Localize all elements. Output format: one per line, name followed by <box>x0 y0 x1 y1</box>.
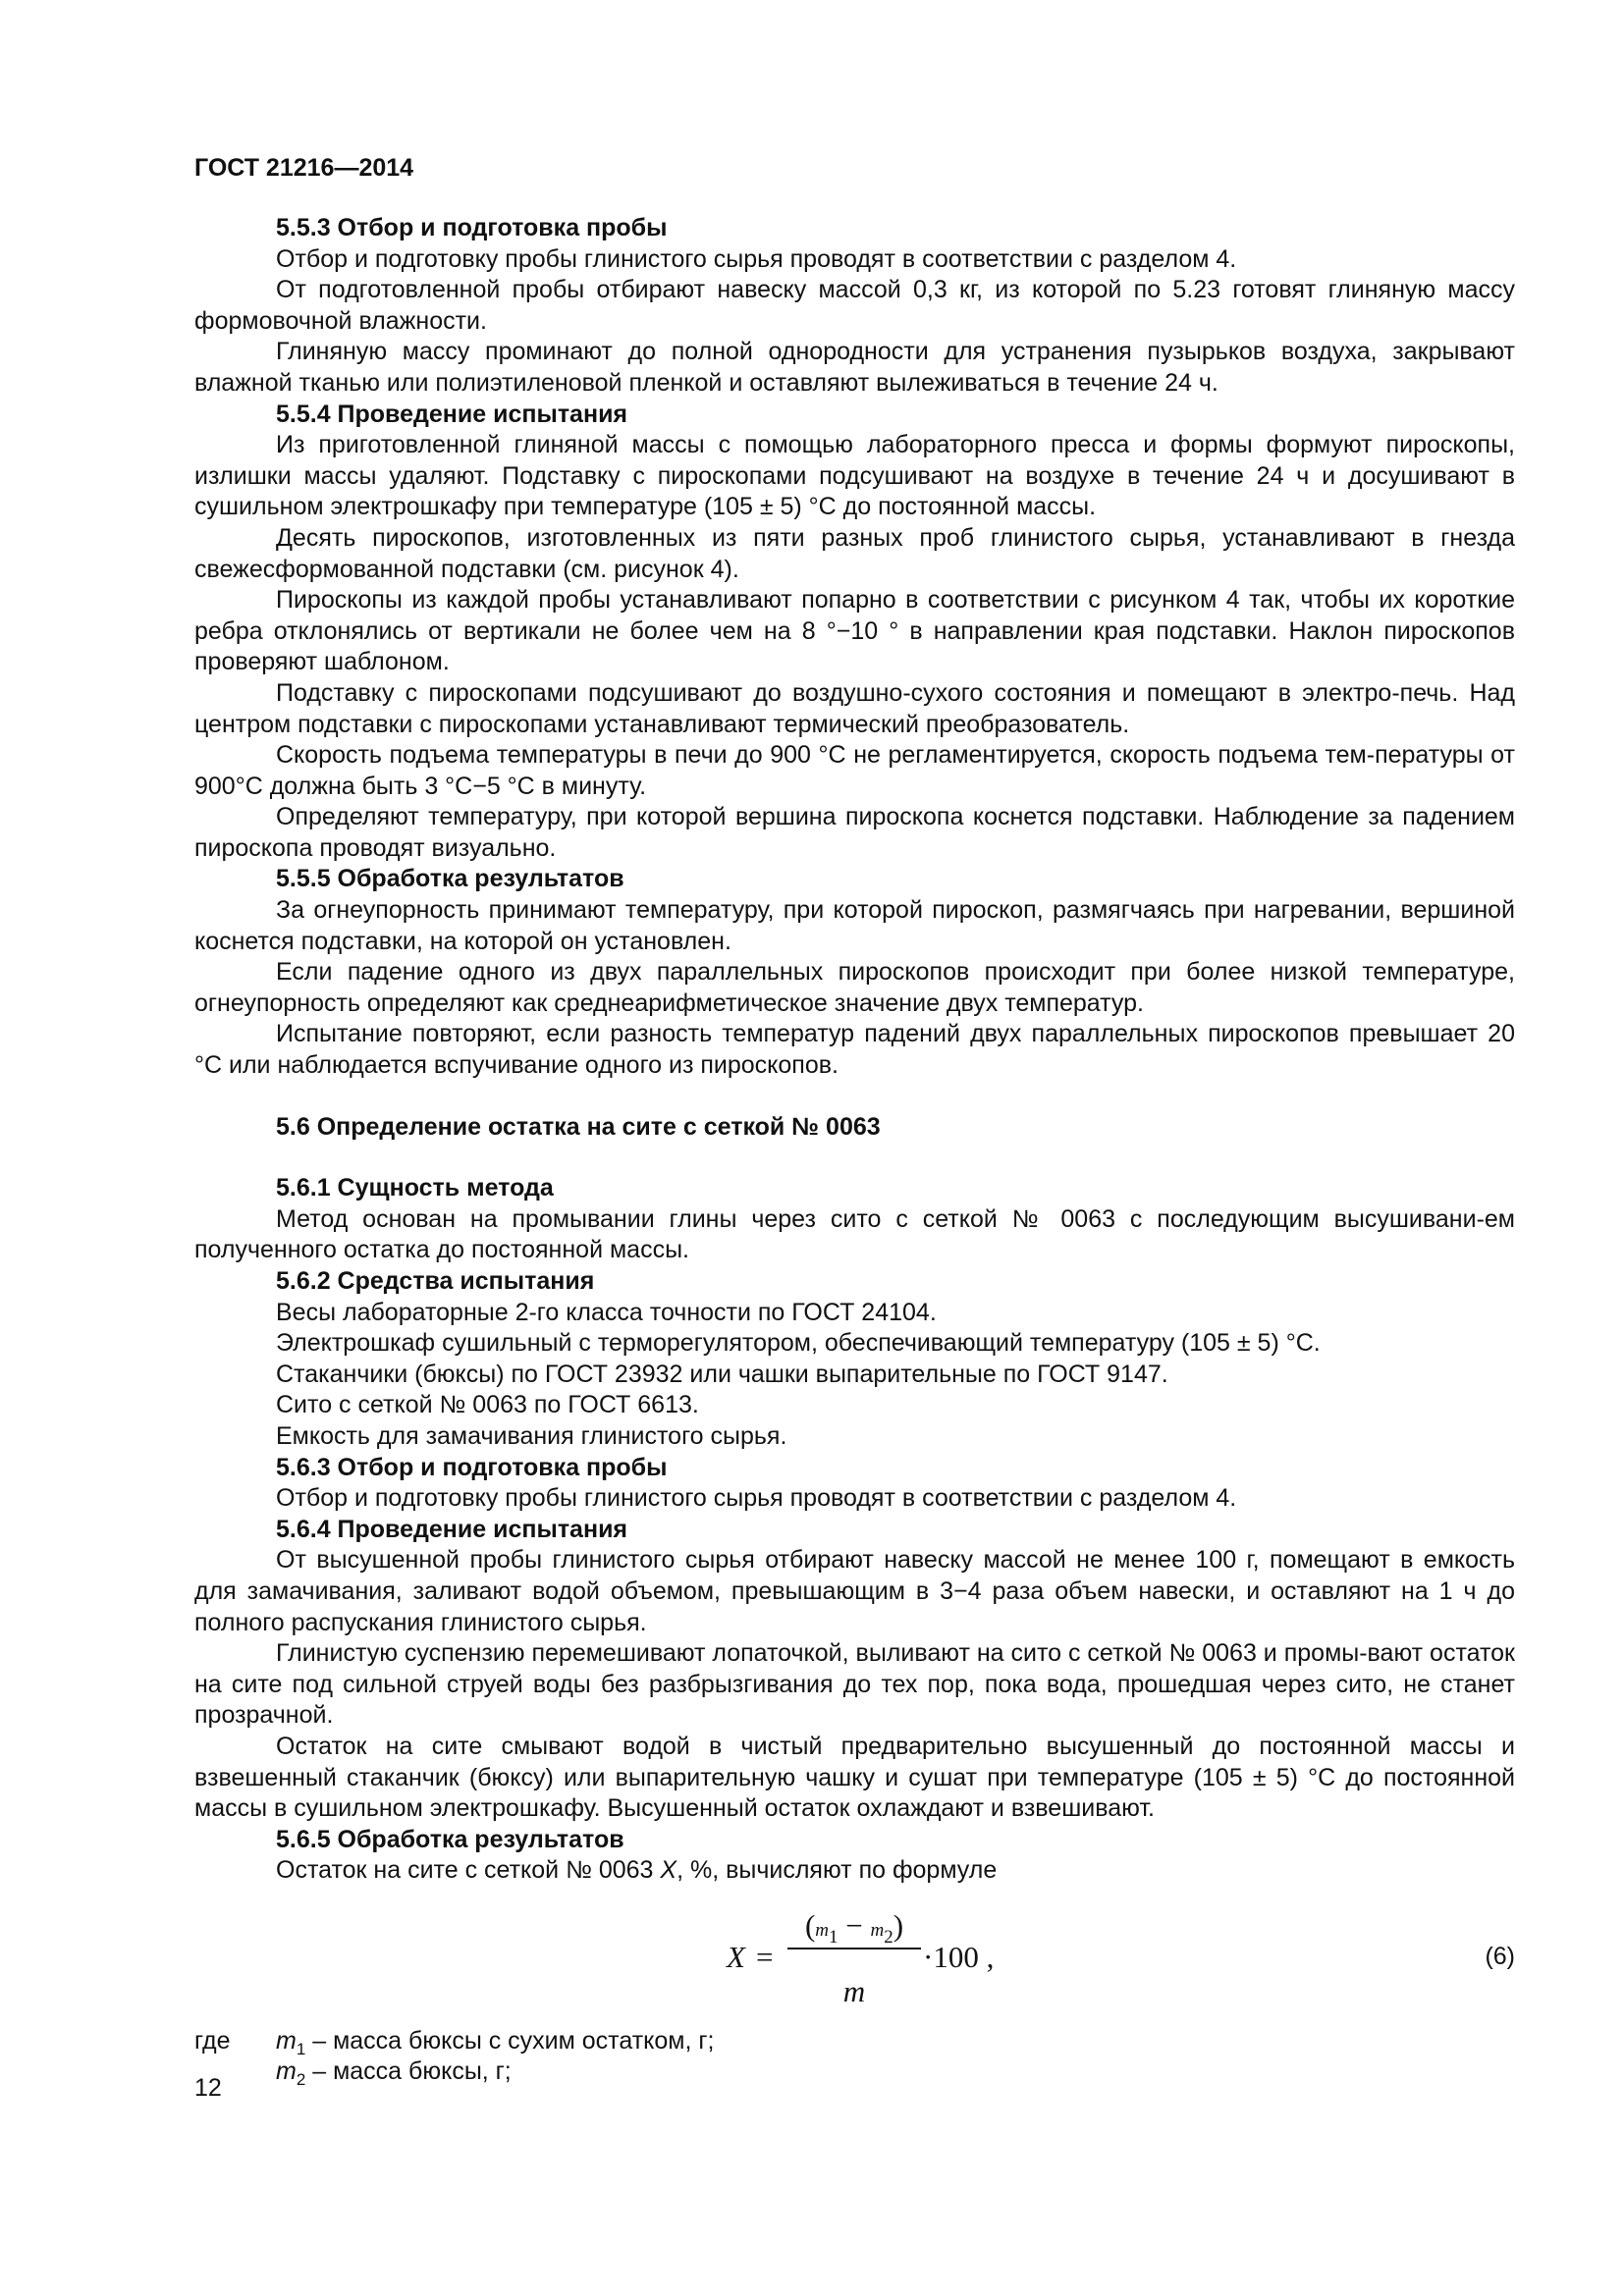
where-row <box>194 2056 1515 2088</box>
paragraph: Остаток на сите смывают водой в чистый предварительно высушенный до постоянной массы и взвешенный стаканчик (бюксу) или выпарительную чашку и сушат при температуре (105 ± 5) °С до постоянной массы в сушильном электрошкафу. Высушенный остаток охлаждают и взвешивают. <box>194 1732 1515 1823</box>
sub-1: 1 <box>829 1927 839 1949</box>
where-var: m <box>276 2026 297 2055</box>
paragraph: Из приготовленной глиняной массы с помощью лабораторного пресса и формы формуют пироскопы, излишки массы удаляют. Подставку с пироскопами подсушивают на воздухе в течение 24 ч и досушивают в сушильном электрошкафу при температуре (105 ± 5) °С до постоянной массы. <box>194 431 1515 521</box>
equipment-item: Электрошкаф сушильный с терморегулятором, обеспечивающий температуру (105 ± 5) °С. <box>276 1329 1321 1358</box>
standard-designation: ГОСТ 21216—2014 <box>194 154 414 182</box>
var-m1: m <box>815 1919 829 1941</box>
where-var: m <box>276 2057 297 2086</box>
spacer <box>194 1887 1515 1898</box>
paragraph: Скорость подъема температуры в печи до 900 °С не регламентируется, скорость подъема тем-пературы от 900°С должна быть 3 °С−5 °С в минуту. <box>194 741 1515 800</box>
heading-5-5-4: 5.5.4 Проведение испытания <box>276 400 628 428</box>
formula-equals: = <box>756 1939 774 1974</box>
formula-intro <box>194 1855 1515 1887</box>
formula-number: (6) <box>1485 1942 1515 1970</box>
fraction-bar <box>787 1948 921 1949</box>
paragraph: Глиняную массу проминают до полной однородности для устранения пузырьков воздуха, закрывают влажной тканью или полиэтиленовой пленкой и оставляют вылеживаться в течение 24 ч. <box>194 338 1515 397</box>
equipment-item: Сито с сеткой № 0063 по ГОСТ 6613. <box>276 1391 699 1419</box>
where-desc: – масса бюксы, г; <box>305 2057 512 2086</box>
heading-5-6-2: 5.6.2 Средства испытания <box>276 1267 595 1295</box>
paragraph: Определяют температуру, при которой вершина пироскопа коснется подставки. Наблюдение за падением пироскопа проводят визуально. <box>194 803 1515 862</box>
equipment-item: Емкость для замачивания глинистого сырья. <box>276 1421 787 1450</box>
where-row <box>194 2026 1515 2057</box>
formula-lhs: X <box>727 1939 745 1974</box>
paragraph: Глинистую суспензию перемешивают лопаточкой, выливают на сито с сеткой № 0063 и промы-вают остаток на сите под сильной струей воды без разбрызгивания до тех пор, пока вода, прошедшая через сито, не станет прозрачной. <box>194 1639 1515 1730</box>
sub-2: 2 <box>884 1927 893 1949</box>
spacer <box>194 1082 1515 1112</box>
paragraph: Десять пироскопов, изготовленных из пяти разных проб глинистого сырья, устанавливают в гнезда свежесформованной подставки (см. рисунок 4). <box>194 523 1515 583</box>
formula-intro-tail: , %, вычисляют по формуле <box>677 1856 998 1885</box>
heading-5-6-4: 5.6.4 Проведение испытания <box>276 1515 628 1543</box>
paragraph: Испытание повторяют, если разность температур падений двух параллельных пироскопов превышает 20 °С или наблюдается вспучивание одного из пироскопов. <box>194 1020 1515 1080</box>
where-sub: 1 <box>296 2039 306 2058</box>
paragraph: Пироскопы из каждой пробы устанавливают попарно в соответствии с рисунком 4 так, чтобы их короткие ребра отклонялись от вертикали не более чем на 8 °−10 ° в направлении края подставки. Наклон пироскопов проверяют шаблоном. <box>194 586 1515 676</box>
paragraph: Если падение одного из двух параллельных пироскопов происходит при более низкой температуре, огнеупорность определяют как среднеарифметическое значение двух температур. <box>194 958 1515 1017</box>
paren-open: ( <box>804 1907 816 1943</box>
heading-5-6: 5.6 Определение остатка на сите с сеткой № 0063 <box>276 1112 881 1141</box>
equipment-item: Весы лабораторные 2-го класса точности по ГОСТ 24104. <box>276 1298 937 1326</box>
where-desc: – масса бюксы с сухим остатком, г; <box>305 2026 715 2055</box>
paragraph: От высушенной пробы глинистого сырья отбирают навеску массой не менее 100 г, помещают в емкость для замачивания, заливают водой объемом, превышающим в 3−4 раза объем навески, и оставляют на 1 ч до полного распускания глинистого сырья. <box>194 1546 1515 1636</box>
heading-5-6-5: 5.6.5 Обработка результатов <box>276 1825 624 1853</box>
formula-denominator: m <box>842 1973 866 2008</box>
formula-intro-text: Остаток на сите с сеткой № 0063 <box>276 1856 661 1885</box>
paragraph: Отбор и подготовку пробы глинистого сырья проводят в соответствии с разделом 4. <box>276 1484 1237 1513</box>
formula-multiplier: ·100 , <box>923 1939 995 1974</box>
where-item <box>276 2026 714 2057</box>
minus-sign: − <box>838 1907 871 1943</box>
where-item <box>276 2056 512 2088</box>
document-body <box>194 213 1515 2088</box>
formula-row <box>194 1898 1515 2026</box>
heading-5-5-5: 5.5.5 Обработка результатов <box>276 865 624 893</box>
var-m2: m <box>870 1919 885 1941</box>
heading-5-5-3: 5.5.3 Отбор и подготовка пробы <box>276 214 668 241</box>
heading-5-6-3: 5.6.3 Отбор и подготовка пробы <box>276 1453 668 1481</box>
heading-5-6-1: 5.6.1 Сущность метода <box>276 1174 554 1202</box>
formula-numerator <box>787 1907 921 1949</box>
formula-intro-variable: Х <box>660 1856 677 1885</box>
paren-close: ) <box>893 1907 904 1943</box>
paragraph: От подготовленной пробы отбирают навеску массой 0,3 кг, из которой по 5.23 готовят глиняную массу формовочной влажности. <box>194 276 1515 335</box>
formula-6 <box>727 1898 1060 2026</box>
equipment-item: Стаканчики (бюксы) по ГОСТ 23932 или чашки выпарительные по ГОСТ 9147. <box>276 1360 1168 1388</box>
spacer <box>194 1143 1515 1173</box>
paragraph: За огнеупорность принимают температуру, при которой пироскоп, размягчаясь при нагревании, вершиной коснется подставки, на которой он установлен. <box>194 896 1515 955</box>
where-label: где <box>194 2026 231 2055</box>
paragraph: Метод основан на промывании глины через сито с сеткой № 0063 с последующим высушивани-ем полученного остатка до постоянной массы. <box>194 1204 1515 1264</box>
page-number: 12 <box>194 2074 222 2102</box>
paragraph: Подставку с пироскопами подсушивают до воздушно-сухого состояния и помещают в электро-печь. Над центром подставки с пироскопами устанавливают термический преобразователь. <box>194 678 1515 738</box>
paragraph: Отбор и подготовку пробы глинистого сырья проводят в соответствии с разделом 4. <box>276 244 1237 273</box>
where-sub: 2 <box>296 2070 306 2090</box>
